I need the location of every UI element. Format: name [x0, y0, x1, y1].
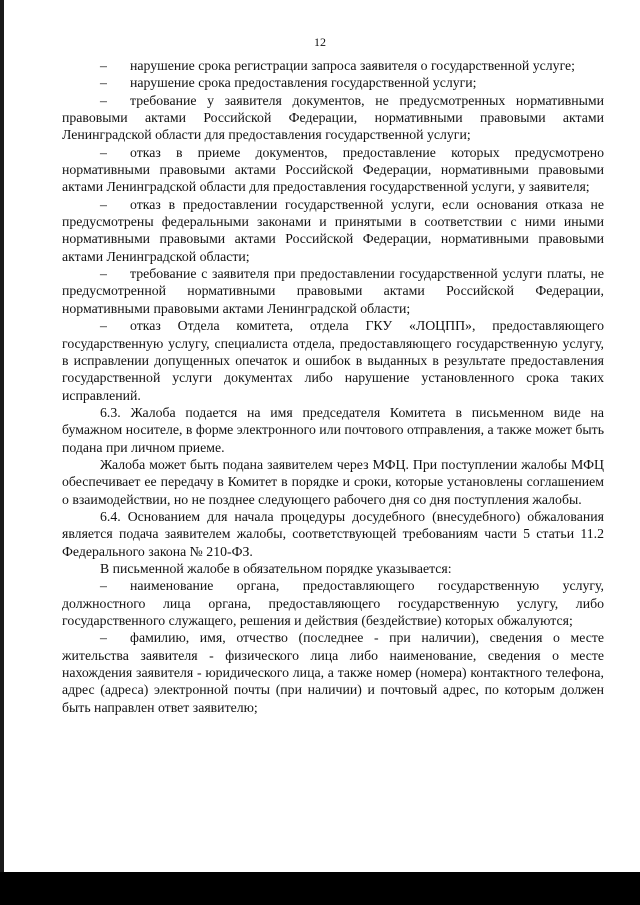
paragraph-complaint-contents-intro: [62, 560, 604, 577]
list-dash: –: [100, 58, 107, 73]
paragraph-section-6-4: [62, 508, 604, 560]
paragraph-authority-name: [62, 577, 604, 629]
paragraph-text: наименование органа, предоставляющего государственную услугу, должностного лица органа, предоставляющего государственную услугу, либо государственного служащего, решения и действия (бездействие) которых обжалуются;: [62, 578, 604, 628]
paragraph-text: 6.3. Жалоба подается на имя председателя Комитета в письменном виде на бумажном носителе, в форме электронного или почтового отправления, а также может быть подана при личном приеме.: [62, 404, 604, 455]
list-dash: –: [100, 630, 107, 646]
paragraph-documents-requirement: [62, 92, 604, 144]
list-dash: –: [100, 144, 107, 160]
paragraph-text: нарушение срока предоставления государственной услуги;: [130, 75, 477, 91]
paragraph-registration-violation: [62, 57, 604, 74]
paragraph-text: нарушение срока регистрации запроса заявителя о государственной услуге;: [130, 58, 576, 73]
paragraph-reception-refusal: [62, 144, 604, 196]
scan-bottom-border: [0, 872, 640, 905]
paragraph-mfc-complaint: [62, 456, 604, 508]
paragraph-text: Жалоба может быть подана заявителем через МФЦ. При поступлении жалобы МФЦ обеспечивает ее передачу в Комитет в порядке и сроки, которые установлены соглашением о взаимодействии, но не позднее следующего рабочего дня со дня поступления жалобы.: [62, 456, 604, 507]
scan-left-edge: [0, 0, 4, 872]
paragraph-text: отказ в приеме документов, предоставление которых предусмотрено нормативными правовыми актами Российской Федерации, нормативными правовыми актами Ленинградской области для предоставления государственной услуги, у заявителя;: [62, 144, 604, 195]
paragraph-text: требование с заявителя при предоставлении государственной услуги платы, не предусмотренной нормативными правовыми актами Российской Федерации, нормативными правовыми актами Ленинградской области;: [62, 266, 604, 316]
list-dash: –: [100, 266, 107, 282]
paragraph-text: В письменной жалобе в обязательном порядке указывается:: [100, 560, 452, 576]
paragraph-correction-refusal: [62, 317, 604, 404]
paragraph-text: отказ в предоставлении государственной услуги, если основания отказа не предусмотрены федеральными законами и принятыми в соответствии с ними иными нормативными правовыми актами Российской Федерации, нормативными правовыми актами Ленинградской области;: [62, 196, 604, 264]
list-dash: –: [100, 318, 107, 334]
paragraph-fee-requirement: [62, 265, 604, 317]
list-dash: –: [100, 578, 107, 594]
list-dash: –: [100, 92, 107, 108]
paragraph-applicant-details: [62, 629, 604, 716]
paragraph-service-refusal: [62, 196, 604, 265]
paragraph-text: 6.4. Основанием для начала процедуры досудебного (внесудебного) обжалования является подача заявителем жалобы, соответствующей требованиям части 5 статьи 11.2 Федерального закона № 210-ФЗ.: [62, 508, 604, 559]
paragraph-text: отказ Отдела комитета, отдела ГКУ «ЛОЦПП», предоставляющего государственную услугу, специалиста отдела, предоставляющего государственную услугу, в исправлении допущенных опечаток и ошибок в выданных в результате предоставления государственной услуги документах либо нарушение установленного срока таких исправлений.: [62, 318, 604, 403]
list-dash: –: [100, 196, 107, 212]
paragraph-text: фамилию, имя, отчество (последнее - при наличии), сведения о месте жительства заявителя - физического лица либо наименование, сведения о месте нахождения заявителя - юридического лица, а также номер (номера) контактного телефона, адрес (адреса) электронной почты (при наличии) и почтовый адрес, по которым должен быть направлен ответ заявителю;: [62, 630, 604, 715]
paragraph-text: требование у заявителя документов, не предусмотренных нормативными правовыми актами Российской Федерации, нормативными правовыми актами Ленинградской области для предоставления государственной услуги;: [62, 92, 604, 143]
paragraph-section-6-3: [62, 404, 604, 456]
page-number: 12: [314, 35, 326, 49]
list-dash: –: [100, 75, 107, 91]
paragraph-term-violation: [62, 74, 604, 91]
document-body: [62, 57, 604, 716]
